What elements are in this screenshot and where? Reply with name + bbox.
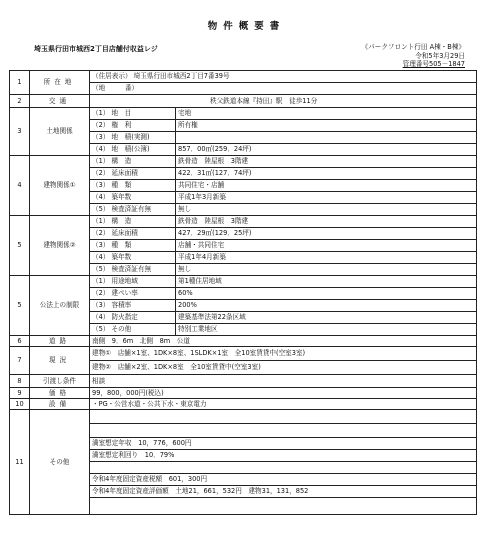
road-value: 南側 9．6m 北側 8m 公道: [90, 336, 477, 347]
item-value: 所有権: [176, 120, 477, 132]
item-value: 宅地: [176, 108, 477, 120]
row-location: [10, 71, 477, 83]
other-blank: [90, 462, 477, 474]
row-building-2: [10, 216, 477, 228]
row-number: 5: [10, 216, 30, 276]
row-number: 4: [10, 156, 30, 216]
status-building-2: 建物② 店舗×2室、1DK×8室 全10室賃貸中(空室3室): [90, 361, 477, 375]
item-key: （2） 延床面積: [90, 168, 176, 180]
row-label: 道路: [30, 336, 90, 347]
item-key: （1） 構 造: [90, 156, 176, 168]
item-key: （4） 地 積(公簿): [90, 144, 176, 156]
item-value: 鉄骨造 陸屋根 3階建: [176, 216, 477, 228]
item-value: 店舗・共同住宅: [176, 240, 477, 252]
item-value: 60%: [176, 288, 477, 300]
row-number: 3: [10, 108, 30, 156]
row-number: 2: [10, 95, 30, 108]
row-number: 7: [10, 347, 30, 375]
document-date: 令和5年3月29日: [415, 51, 465, 60]
row-delivery-terms: [10, 375, 477, 388]
gross-yield: 満室想定利回り 10．79%: [90, 450, 477, 462]
row-label: 引渡し条件: [30, 375, 90, 388]
transport-value: 秩父鉄道本線『持田』駅 徒歩11分: [90, 95, 477, 108]
item-key: （1） 地 目: [90, 108, 176, 120]
row-number: 11: [10, 410, 30, 515]
row-number: 1: [10, 71, 30, 95]
item-value: 建築基準法第22条区域: [176, 312, 477, 324]
item-key: （4） 築年数: [90, 192, 176, 204]
row-number: 9: [10, 388, 30, 399]
item-value: 鉄骨造 陸屋根 3階建: [176, 156, 477, 168]
property-tax: 令和4年度固定資産税額 601，300円: [90, 474, 477, 486]
row-building-1: [10, 156, 477, 168]
item-key: （2） 権 利: [90, 120, 176, 132]
item-value: 857．00㎡(259．24坪): [176, 144, 477, 156]
other-blank: [90, 424, 477, 438]
row-label: その他: [30, 410, 90, 515]
delivery-value: 相談: [90, 375, 477, 388]
item-value: 無し: [176, 264, 477, 276]
row-price: [10, 388, 477, 399]
row-current-status: [10, 347, 477, 361]
item-key: （3） 地 積(実測): [90, 132, 176, 144]
management-number: 管理番号505－1847: [402, 60, 465, 69]
row-label: 設備: [30, 399, 90, 410]
item-value: 200%: [176, 300, 477, 312]
annual-income: 満室想定年収 10，776，600円: [90, 438, 477, 450]
assessed-value: 令和4年度固定資産評価額 土地21，661，532円 建物31，131，852: [90, 486, 477, 498]
other-blank: [90, 410, 477, 424]
item-value: 共同住宅・店舗: [176, 180, 477, 192]
row-facilities: [10, 399, 477, 410]
item-key: （5） 検査済証有無: [90, 264, 176, 276]
item-key: （4） 築年数: [90, 252, 176, 264]
row-label: 価格: [30, 388, 90, 399]
property-name: 埼玉県行田市城西2丁目店舗付収益レジ: [34, 45, 158, 53]
item-key: （1） 用途地域: [90, 276, 176, 288]
status-building-1: 建物① 店舗×1室、1DK×8室、1SLDK×1室 全10室賃貸中(空室3室): [90, 347, 477, 361]
row-label: 建物関係①: [30, 156, 90, 216]
document-title: 物件概要書: [207, 21, 286, 32]
address-line: （住居表示） 埼玉県行田市城西2丁目7番39号: [90, 71, 477, 83]
row-other: [10, 410, 477, 424]
item-value: 422．31㎡(127．74坪): [176, 168, 477, 180]
property-summary-table: [9, 70, 477, 515]
row-label: 交通: [30, 95, 90, 108]
item-key: （2） 延床面積: [90, 228, 176, 240]
row-legal-restrictions: [10, 276, 477, 288]
item-key: （3） 容積率: [90, 300, 176, 312]
other-blank: [90, 498, 477, 515]
item-key: （3） 種 類: [90, 240, 176, 252]
item-key: （5） 検査済証有無: [90, 204, 176, 216]
row-number: 8: [10, 375, 30, 388]
row-number: 10: [10, 399, 30, 410]
row-land: [10, 108, 477, 120]
item-key: （2） 建ぺい率: [90, 288, 176, 300]
item-key: （1） 構 造: [90, 216, 176, 228]
item-value: [176, 132, 477, 144]
row-label: 所在地: [30, 71, 90, 95]
item-value: 特別工業地区: [176, 324, 477, 336]
row-label: 土地関係: [30, 108, 90, 156]
item-key: （4） 防火指定: [90, 312, 176, 324]
row-label: 現況: [30, 347, 90, 375]
item-key: （3） 種 類: [90, 180, 176, 192]
facilities-value: ・PG・公営水道・公共下水・東京電力: [90, 399, 477, 410]
header-meta: [362, 43, 465, 69]
row-number: 5: [10, 276, 30, 336]
item-value: 平成1年3月新築: [176, 192, 477, 204]
row-transport: [10, 95, 477, 108]
lot-number-line: （地 番）: [90, 83, 477, 95]
row-number: 6: [10, 336, 30, 347]
building-name: 《パークフロント行田 A棟・B棟》: [361, 43, 465, 51]
price-value: 99，800，000円(税込): [90, 388, 477, 399]
item-value: 427．29㎡(129．25坪): [176, 228, 477, 240]
row-road: [10, 336, 477, 347]
item-value: 無し: [176, 204, 477, 216]
item-value: 第1種住居地域: [176, 276, 477, 288]
row-label: 公法上の制限: [30, 276, 90, 336]
item-value: 平成1年4月新築: [176, 252, 477, 264]
item-key: （5） その他: [90, 324, 176, 336]
row-label: 建物関係②: [30, 216, 90, 276]
